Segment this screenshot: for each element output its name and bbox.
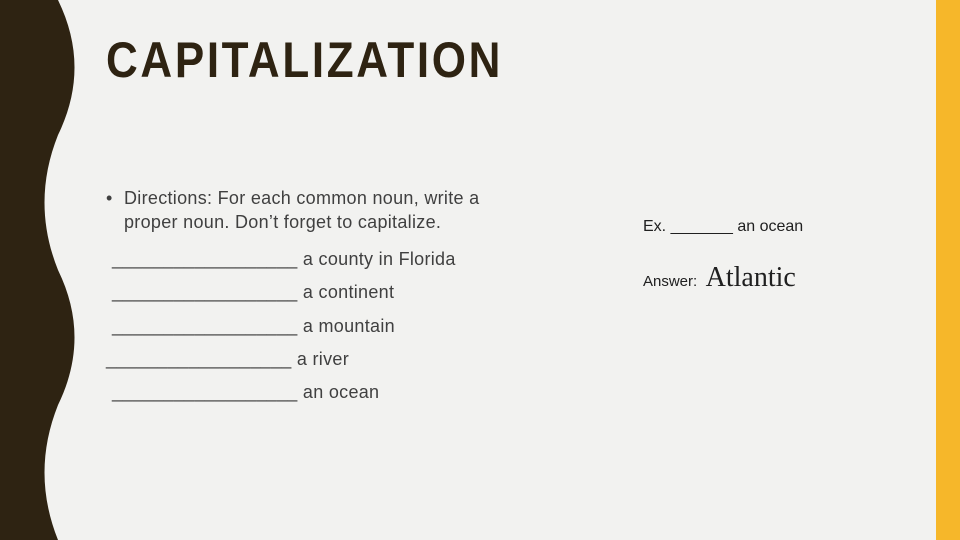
item-label: an ocean	[302, 382, 380, 402]
directions-text: Directions: For each common noun, write a proper noun. Don’t forget to capitalize.	[124, 188, 480, 232]
example-line	[643, 216, 803, 238]
answer-blank: __________________	[112, 249, 298, 269]
directions-bullet-item	[106, 186, 526, 234]
example-label: an ocean	[737, 218, 804, 235]
right-accent-bar	[936, 0, 960, 540]
item-label: a county in Florida	[302, 249, 456, 269]
fill-in-item-ocean	[112, 381, 379, 403]
example-prefix: Ex.	[643, 218, 667, 235]
fill-in-item-county	[112, 248, 456, 270]
bullet-icon: •	[106, 188, 113, 208]
item-label: a mountain	[302, 316, 395, 336]
fill-in-item-mountain	[112, 315, 395, 337]
answer-blank: __________________	[106, 349, 292, 369]
fill-in-item-continent	[112, 281, 394, 303]
wavy-left-border	[0, 0, 80, 540]
answer-blank: __________________	[112, 382, 298, 402]
answer-label: Answer:	[643, 273, 698, 290]
item-label: a river	[296, 349, 350, 369]
slide-title: CAPITALIZATION	[106, 32, 504, 88]
fill-in-item-river	[106, 348, 349, 370]
answer-blank: __________________	[112, 282, 298, 302]
example-blank: _______	[670, 218, 733, 235]
answer-line	[643, 262, 796, 294]
item-label: a continent	[302, 282, 395, 302]
answer-blank: __________________	[112, 316, 298, 336]
answer-value: Atlantic	[705, 262, 796, 293]
